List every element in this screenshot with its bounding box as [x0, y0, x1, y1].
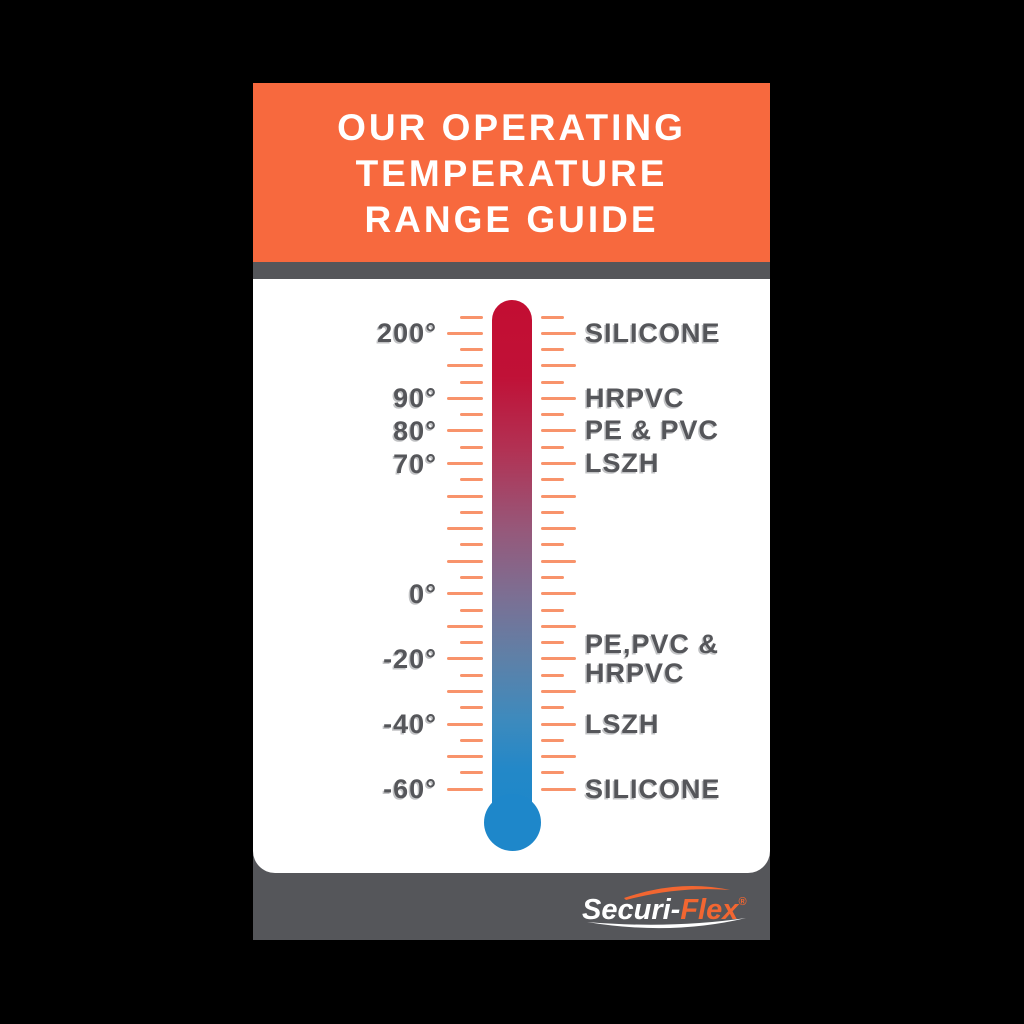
scale-tick-left-long — [447, 723, 483, 726]
scale-tick-right-short — [541, 576, 564, 579]
scale-tick-left-short — [460, 739, 483, 742]
temperature-label: 0° — [409, 578, 437, 609]
scale-tick-left-long — [447, 462, 483, 465]
material-label — [585, 449, 660, 478]
temperature-label: 80° — [393, 415, 437, 446]
title-line-3: RANGE GUIDE — [364, 198, 659, 240]
scale-tick-right-short — [541, 446, 564, 449]
material-label — [585, 384, 685, 413]
temperature-label: -60° — [383, 774, 437, 805]
thermometer-panel — [253, 279, 770, 873]
scale-tick-left-short — [460, 348, 483, 351]
temperature-label: 200° — [377, 318, 437, 349]
scale-tick-left-short — [460, 706, 483, 709]
material-label-line: LSZH — [585, 448, 660, 479]
scale-tick-right-short — [541, 641, 564, 644]
scale-tick-left-long — [447, 332, 483, 335]
scale-tick-right-short — [541, 413, 564, 416]
scale-tick-left-short — [460, 609, 483, 612]
thermometer-bulb — [484, 794, 541, 851]
temperature-guide-card — [253, 83, 770, 940]
registered-mark: ® — [738, 896, 747, 908]
scale-tick-left-short — [460, 478, 483, 481]
scale-tick-left-short — [460, 511, 483, 514]
scale-tick-right-long — [541, 364, 576, 367]
scale-tick-right-long — [541, 690, 576, 693]
scale-tick-right-long — [541, 527, 576, 530]
material-label-line: PE,PVC & — [585, 628, 720, 659]
scale-tick-left-long — [447, 429, 483, 432]
scale-tick-right-long — [541, 397, 576, 400]
scale-tick-left-long — [447, 560, 483, 563]
footer-bar — [253, 873, 770, 940]
scale-tick-left-long — [447, 690, 483, 693]
scale-tick-right-long — [541, 462, 576, 465]
temperature-label: 90° — [393, 383, 437, 414]
scale-tick-right-short — [541, 609, 564, 612]
scale-tick-right-long — [541, 429, 576, 432]
scale-tick-right-short — [541, 543, 564, 546]
scale-tick-left-short — [460, 446, 483, 449]
scale-tick-right-short — [541, 739, 564, 742]
scale-tick-left-long — [447, 592, 483, 595]
scale-tick-left-short — [460, 674, 483, 677]
securiflex-logo — [576, 877, 758, 935]
scale-tick-left-short — [460, 641, 483, 644]
scale-tick-right-short — [541, 478, 564, 481]
scale-tick-right-long — [541, 755, 576, 758]
material-label — [585, 416, 719, 445]
scale-tick-right-long — [541, 723, 576, 726]
scale-tick-right-long — [541, 332, 576, 335]
scale-tick-right-long — [541, 625, 576, 628]
material-label-line: SILICONE — [585, 317, 721, 348]
scale-tick-left-long — [447, 527, 483, 530]
scale-tick-left-short — [460, 316, 483, 319]
scale-tick-left-short — [460, 413, 483, 416]
material-label-line: SILICONE — [585, 773, 721, 804]
logo-brand-primary: Securi — [582, 894, 671, 926]
logo-brand-hyphen: - — [670, 894, 681, 926]
scale-tick-left-long — [447, 788, 483, 791]
title-line-2: TEMPERATURE — [355, 152, 668, 194]
temperature-label: -20° — [383, 643, 437, 674]
scale-tick-right-long — [541, 495, 576, 498]
scale-tick-left-long — [447, 495, 483, 498]
title-line-1: OUR OPERATING — [337, 106, 686, 148]
scale-tick-left-short — [460, 771, 483, 774]
material-label — [585, 630, 719, 688]
scale-tick-right-long — [541, 788, 576, 791]
scale-tick-right-short — [541, 511, 564, 514]
scale-tick-left-long — [447, 755, 483, 758]
scale-tick-left-long — [447, 397, 483, 400]
scale-tick-right-long — [541, 657, 576, 660]
scale-tick-right-short — [541, 316, 564, 319]
logo-text — [582, 895, 758, 925]
material-label — [585, 775, 721, 804]
logo-brand-secondary: Flex — [680, 894, 739, 926]
scale-tick-right-long — [541, 592, 576, 595]
scale-tick-right-short — [541, 771, 564, 774]
scale-tick-right-short — [541, 706, 564, 709]
scale-tick-right-short — [541, 674, 564, 677]
material-label-line: LSZH — [585, 708, 660, 739]
temperature-label: -40° — [383, 709, 437, 739]
header-banner — [253, 83, 770, 262]
material-label-line: HRPVC — [585, 657, 685, 688]
material-label — [585, 710, 660, 739]
scale-tick-left-short — [460, 543, 483, 546]
scale-tick-right-long — [541, 560, 576, 563]
scale-tick-right-short — [541, 381, 564, 384]
scale-tick-left-short — [460, 576, 483, 579]
thermometer-tube — [492, 300, 532, 810]
temperature-label: 70° — [393, 448, 437, 479]
scale-tick-right-short — [541, 348, 564, 351]
scale-tick-left-short — [460, 381, 483, 384]
scale-tick-left-long — [447, 625, 483, 628]
material-label-line: PE & PVC — [585, 415, 720, 446]
scale-tick-left-long — [447, 657, 483, 660]
material-label — [585, 319, 721, 348]
material-label-line: HRPVC — [585, 382, 685, 413]
scale-tick-left-long — [447, 364, 483, 367]
